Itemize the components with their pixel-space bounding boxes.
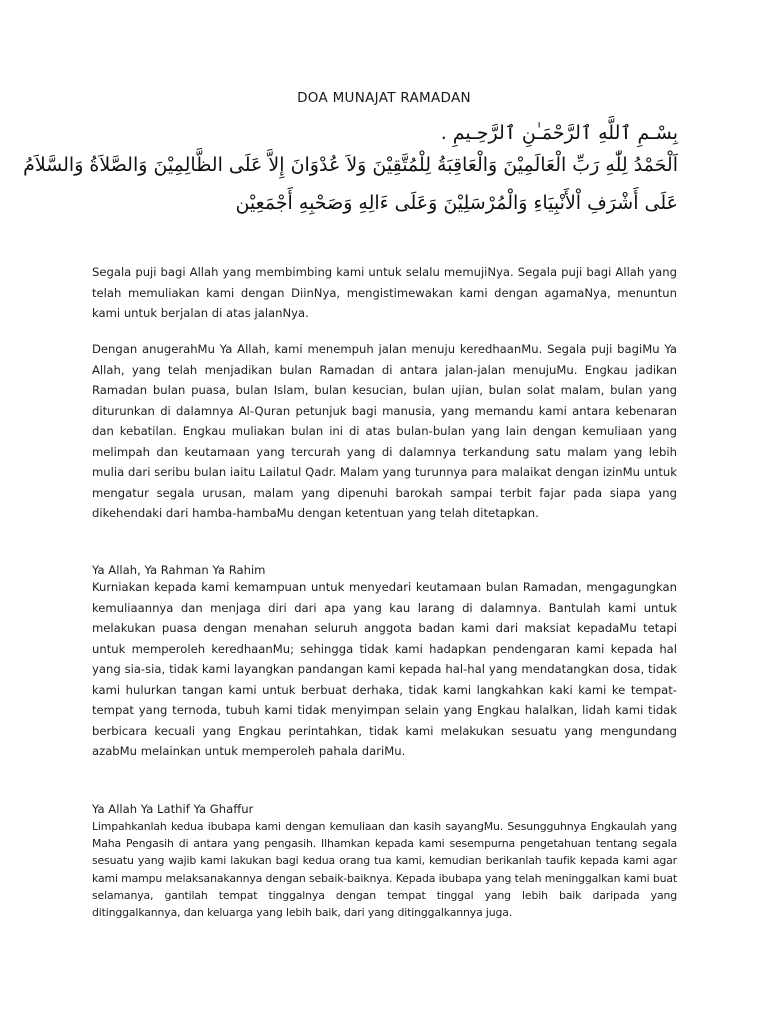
document-title: DOA MUNAJAT RAMADAN [297,90,471,106]
paragraph-fasting-plea: Kurniakan kepada kami kemampuan untuk menyedari keutamaan bulan Ramadan, mengagungkan kemuliaannya dan menjaga diri dari apa yang kau larang di dalamnya. Bantulah kami untuk melakukan puasa dengan menahan seluruh anggota badan kami dari maksiat kepadaMu tetapi untuk memperoleh keredhaanMu; sehingga tidak kami hadapkan pendengaran kami kepada hal yang sia-sia, tidak kami layangkan pandangan kami kepada hal-hal yang mendatangkan dosa, tidak kami hulurkan tangan kami untuk berbuat derhaka, tidak kami langkahkan kaki kami ke tempat-tempat yang ternoda, tubuh kami tidak menyimpan selain yang Engkau halalkan, lidah kami tidak berbicara kecuali yang Engkau perintahkan, tidak kami melakukan sesuatu yang mengundang azabMu melainkan untuk memperoleh pahala dariMu. [92,580,677,758]
arabic-basmala-line: بِسْـمِ ٱللَّهِ ٱلرَّحْمَـٰنِ ٱلرَّحِـيمِ . [440,122,678,144]
heading-ya-rahman: Ya Allah, Ya Rahman Ya Rahim [92,563,266,577]
paragraph-parents-plea: Limpahkanlah kedua ibubapa kami dengan kemuliaan dan kasih sayangMu. Sesungguhnya Engkaulah yang Maha Pengasih di antara yang pengasih. Ilhamkan kepada kami sesempurna pengetahuan tentang segala sesuatu yang wajib kami lakukan bagi kedua orang tua kami, kemudian berikanlah taufik kepada kami agar kami mampu melaksanakannya dengan sebaik-baiknya. Kepada ibubapa yang telah meninggalkan kami buat selamanya, gantilah tempat tinggalnya dengan tempat tinggal yang lebih baik daripada yang ditinggalkannya, dan keluarga yang lebih baik, dari yang ditinggalkannya juga. [92,820,677,920]
heading-ya-lathif: Ya Allah Ya Lathif Ya Ghaffur [92,802,254,816]
arabic-salawat-line: عَلَى أَشْرَفِ اْلأَنْبِيَاءِ وَالْمُرْسَلِيْنَ وَعَلَى ءَالِهِ وَصَحْبِهِ أَجْمَعِيْن [235,192,678,214]
arabic-hamdalah-line: اَلْحَمْدُ لِلّٰهِ رَبِّ الْعَالَمِيْنَ وَالْعَاقِبَةُ لِلْمُتَّقِيْنَ وَلاَ عُدْوَانَ إِلاَّ عَلَى الظَّالِمِيْنَ وَالصَّلاَةُ وَالسَّلاَمُ [23,154,678,176]
paragraph-praise: Segala puji bagi Allah yang membimbing kami untuk selalu memujiNya. Segala puji bagi Allah yang telah memuliakan kami dengan DiinNya, mengistimewakan kami dengan agamaNya, menuntun kami untuk berjalan di atas jalanNya. [92,265,677,320]
paragraph-ramadan-blessing: Dengan anugerahMu Ya Allah, kami menempuh jalan menuju keredhaanMu. Segala puji bagiMu Ya Allah, yang telah menjadikan bulan Ramadan di antara jalan-jalan menujuMu. Engkau jadikan Ramadan bulan puasa, bulan Islam, bulan kesucian, bulan ujian, bulan solat malam, bulan yang diturunkan di dalamnya Al-Quran petunjuk bagi manusia, yang memandu kami antara kebenaran dan kebatilan. Engkau muliakan bulan ini di atas bulan-bulan yang lain dengan kemuliaan yang melimpah dan keutamaan yang tercurah yang di dalamnya terkandung satu malam yang lebih mulia dari seribu bulan iaitu Lailatul Qadr. Malam yang turunnya para malaikat dengan izinMu untuk mengatur segala urusan, malam yang dipenuhi barokah sampai terbit fajar pada siapa yang dikehendaki dari hamba-hambaMu dengan ketentuan yang telah ditetapkan. [92,342,677,520]
